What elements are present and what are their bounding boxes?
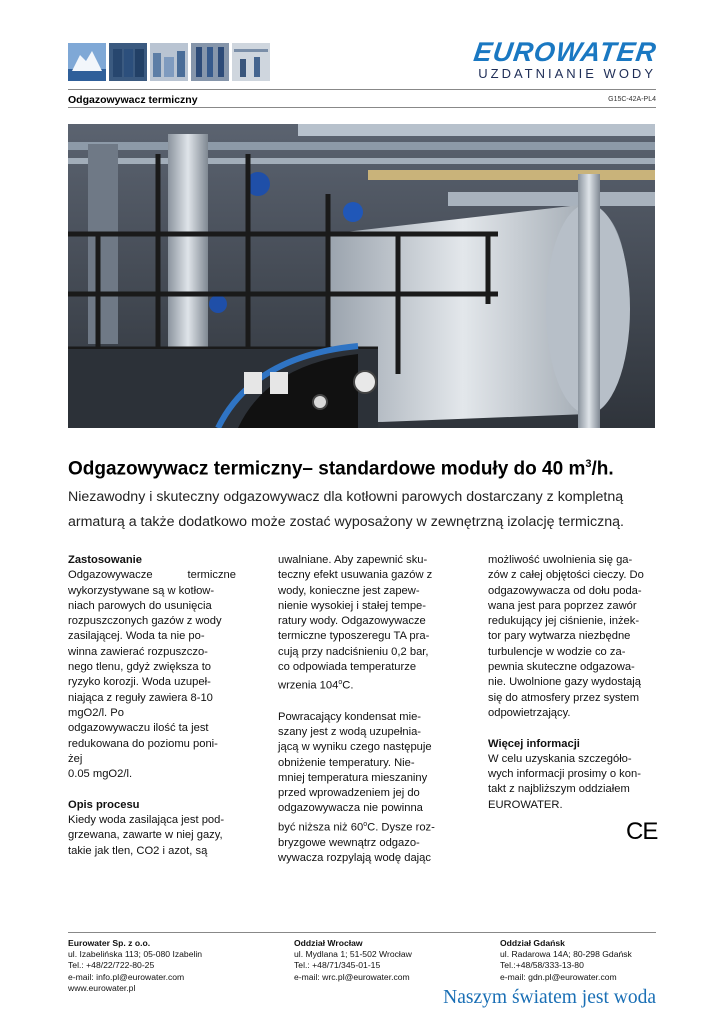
text-line: nie. Uwolnione gazy wydostają: [488, 676, 641, 689]
text-line: odpowietrzający.: [488, 706, 571, 719]
gdansk-email[interactable]: e-mail: gdn.pl@eurowater.com: [500, 971, 617, 982]
text-line: wana jest para poprzez zawór: [488, 599, 637, 612]
text-line: wywacza rozpylają wodę dając: [278, 852, 431, 865]
text-line: 0.05 mgO2/l.: [68, 768, 133, 781]
filters-thumbnail: [191, 43, 229, 81]
heading-wiecej-informacji: Więcej informacji: [488, 737, 580, 750]
text-line: takie jak tlen, CO2 i azot, są: [68, 844, 208, 857]
company-website[interactable]: www.eurowater.pl: [68, 982, 136, 993]
text-line: takt z najbliższym oddziałem: [488, 783, 630, 796]
header-rule-bottom: [68, 107, 656, 108]
text-line: nego tlenu, gdyż zwiększa to: [68, 661, 212, 674]
headline: [68, 458, 614, 480]
degree-sup: o: [338, 679, 343, 687]
text-line: redukowana do poziomu poni-: [68, 737, 218, 750]
slogan: Naszym światem jest woda: [443, 987, 656, 1008]
text-line: ratury wody. Odgazowywacze: [278, 615, 426, 628]
intro-paragraph: [68, 485, 658, 535]
text-line: uwalniane. Aby zapewnić sku-: [278, 554, 428, 566]
text-line: redukujący jej ciśnienie, inżek-: [488, 615, 640, 628]
header-rule-top: [68, 89, 656, 90]
text-line: wych informacji prosimy o kon-: [488, 768, 641, 781]
document-code: G15C-42A-PL4: [608, 96, 656, 103]
text-word: Odgazowywacze: [68, 569, 153, 582]
text-line: co odpowiada temperaturze: [278, 661, 417, 674]
text-part: być niższa niż 60: [278, 821, 364, 834]
brand-tagline: UZDATNIANIE WODY: [478, 66, 656, 81]
heading-zastosowanie: Zastosowanie: [68, 554, 142, 566]
column-2: [278, 553, 446, 866]
ce-mark: CE: [626, 818, 658, 845]
text-line: ryzyko korozji. Woda uzupeł-: [68, 676, 211, 689]
wroclaw-phone: Tel.: +48/71/345-01-15: [294, 960, 381, 971]
column-1: [68, 553, 236, 859]
footer-wroclaw: [294, 938, 412, 983]
wroclaw-name: Oddział Wrocław: [294, 938, 363, 948]
wroclaw-email[interactable]: e-mail: wrc.pl@eurowater.com: [294, 971, 410, 982]
text-line: [278, 817, 446, 836]
text-line: nienie wysokiej i stałej tempe-: [278, 599, 426, 612]
degree-sup: o: [363, 820, 368, 828]
text-line: możliwość uwolnienia się ga-: [488, 554, 633, 566]
company-phone: Tel.: +48/22/722-80-25: [68, 960, 155, 971]
column-3: [488, 553, 656, 813]
text-line: szany jest z wodą uzupełnia-: [278, 726, 422, 738]
text-line: Powracający kondensat mie-: [278, 710, 422, 723]
text-line: tor pary wytwarza niezbędne: [488, 630, 631, 643]
text-line: niająca z reguły zawiera 8-10: [68, 691, 213, 704]
footer-rule: [68, 932, 656, 933]
plant-thumbnail: [150, 43, 188, 81]
text-line: [68, 568, 236, 583]
text-line: mniej temperatura mieszaniny: [278, 771, 428, 784]
text-line: obniżenie temperatury. Nie-: [278, 756, 415, 769]
document-title: Odgazowywacz termiczny: [68, 94, 198, 106]
text-line: termiczne typoszeregu TA pra-: [278, 630, 430, 643]
headline-tail: /h.: [591, 458, 614, 480]
text-word: termiczne: [187, 569, 236, 582]
text-line: cują przy nadciśnieniu 0,2 bar,: [278, 645, 429, 658]
wroclaw-address: ul. Mydlana 1; 51-502 Wrocław: [294, 949, 412, 960]
gdansk-phone: Tel.:+48/58/333-13-80: [500, 960, 584, 971]
text-line: teczny efekt usuwania gazów z: [278, 569, 433, 582]
text-line: zasilającej. Woda ta nie po-: [68, 630, 205, 643]
company-address: ul. Izabelińska 113; 05-080 Izabelin: [68, 949, 203, 960]
text-part: wrzenia 104: [278, 680, 339, 693]
gdansk-name: Oddział Gdańsk: [500, 938, 565, 948]
text-line: bryzgowe wewnątrz odgazo-: [278, 836, 420, 849]
text-line: odgazowywacza nie powinna: [278, 802, 423, 815]
text-line: zów z całej objętości cieczy. Do: [488, 569, 644, 582]
text-part: C.: [342, 680, 354, 693]
text-line: wody, konieczne jest zapew-: [278, 584, 420, 597]
iceberg-thumbnail: [68, 43, 106, 81]
text-line: przed wprowadzeniem jej do: [278, 787, 420, 800]
paragraph-gap: [488, 721, 656, 736]
text-line: pewnia skuteczne odgazowa-: [488, 661, 635, 674]
text-line: EUROWATER.: [488, 798, 563, 811]
intro-line: Niezawodny i skuteczny odgazowywacz dla kotłowni parowych dostarczany z kompletną: [68, 489, 624, 505]
text-line: wykorzystywane są w kotłow-: [68, 584, 215, 597]
text-line: [278, 675, 446, 694]
footer-gdansk: [500, 938, 632, 983]
gdansk-address: ul. Radarowa 14A; 80-298 Gdańsk: [500, 949, 632, 960]
footer-company: [68, 938, 202, 994]
text-line: żej: [68, 752, 83, 765]
tanks-thumbnail: [109, 43, 147, 81]
text-line: W celu uzyskania szczegóło-: [488, 752, 632, 765]
heading-opis-procesu: Opis procesu: [68, 798, 140, 811]
text-line: się do atmosfery przez system: [488, 691, 640, 704]
intro-line: armaturą a także dodatkowo może zostać wyposażony w zewnętrzną izolację termiczną.: [68, 514, 624, 530]
text-line: niach parowych do usunięcia: [68, 599, 212, 612]
company-email[interactable]: e-mail: info.pl@eurowater.com: [68, 971, 185, 982]
text-line: odgazowywacza od dołu poda-: [488, 584, 642, 597]
technicians-thumbnail: [232, 43, 270, 81]
text-part: C. Dysze roz-: [367, 821, 435, 834]
text-line: odgazowywaczu ilość ta jest: [68, 722, 209, 735]
paragraph-gap: [278, 694, 446, 709]
paragraph-gap: [68, 782, 236, 797]
headline-main: Odgazowywacz termiczny– standardowe moduły do 40 m: [68, 458, 586, 480]
deaerator-photo: [68, 124, 655, 428]
text-line: winna zawierać rozpuszczo-: [68, 645, 208, 658]
text-line: turbulencje w wodzie co za-: [488, 645, 626, 658]
text-line: grzewana, zawarte w niej gazy,: [68, 829, 223, 842]
company-name: Eurowater Sp. z o.o.: [68, 938, 151, 948]
text-line: rozpuszczonych gazów z wody: [68, 615, 222, 628]
text-line: Kiedy woda zasilająca jest pod-: [68, 814, 225, 827]
headline-sup: 3: [585, 458, 592, 470]
text-line: jącą w wyniku czego następuje: [278, 741, 432, 754]
brand-logo: EUROWATER: [471, 37, 659, 67]
text-line: mgO2/l. Po: [68, 706, 124, 719]
header-thumbnails: [68, 43, 270, 81]
